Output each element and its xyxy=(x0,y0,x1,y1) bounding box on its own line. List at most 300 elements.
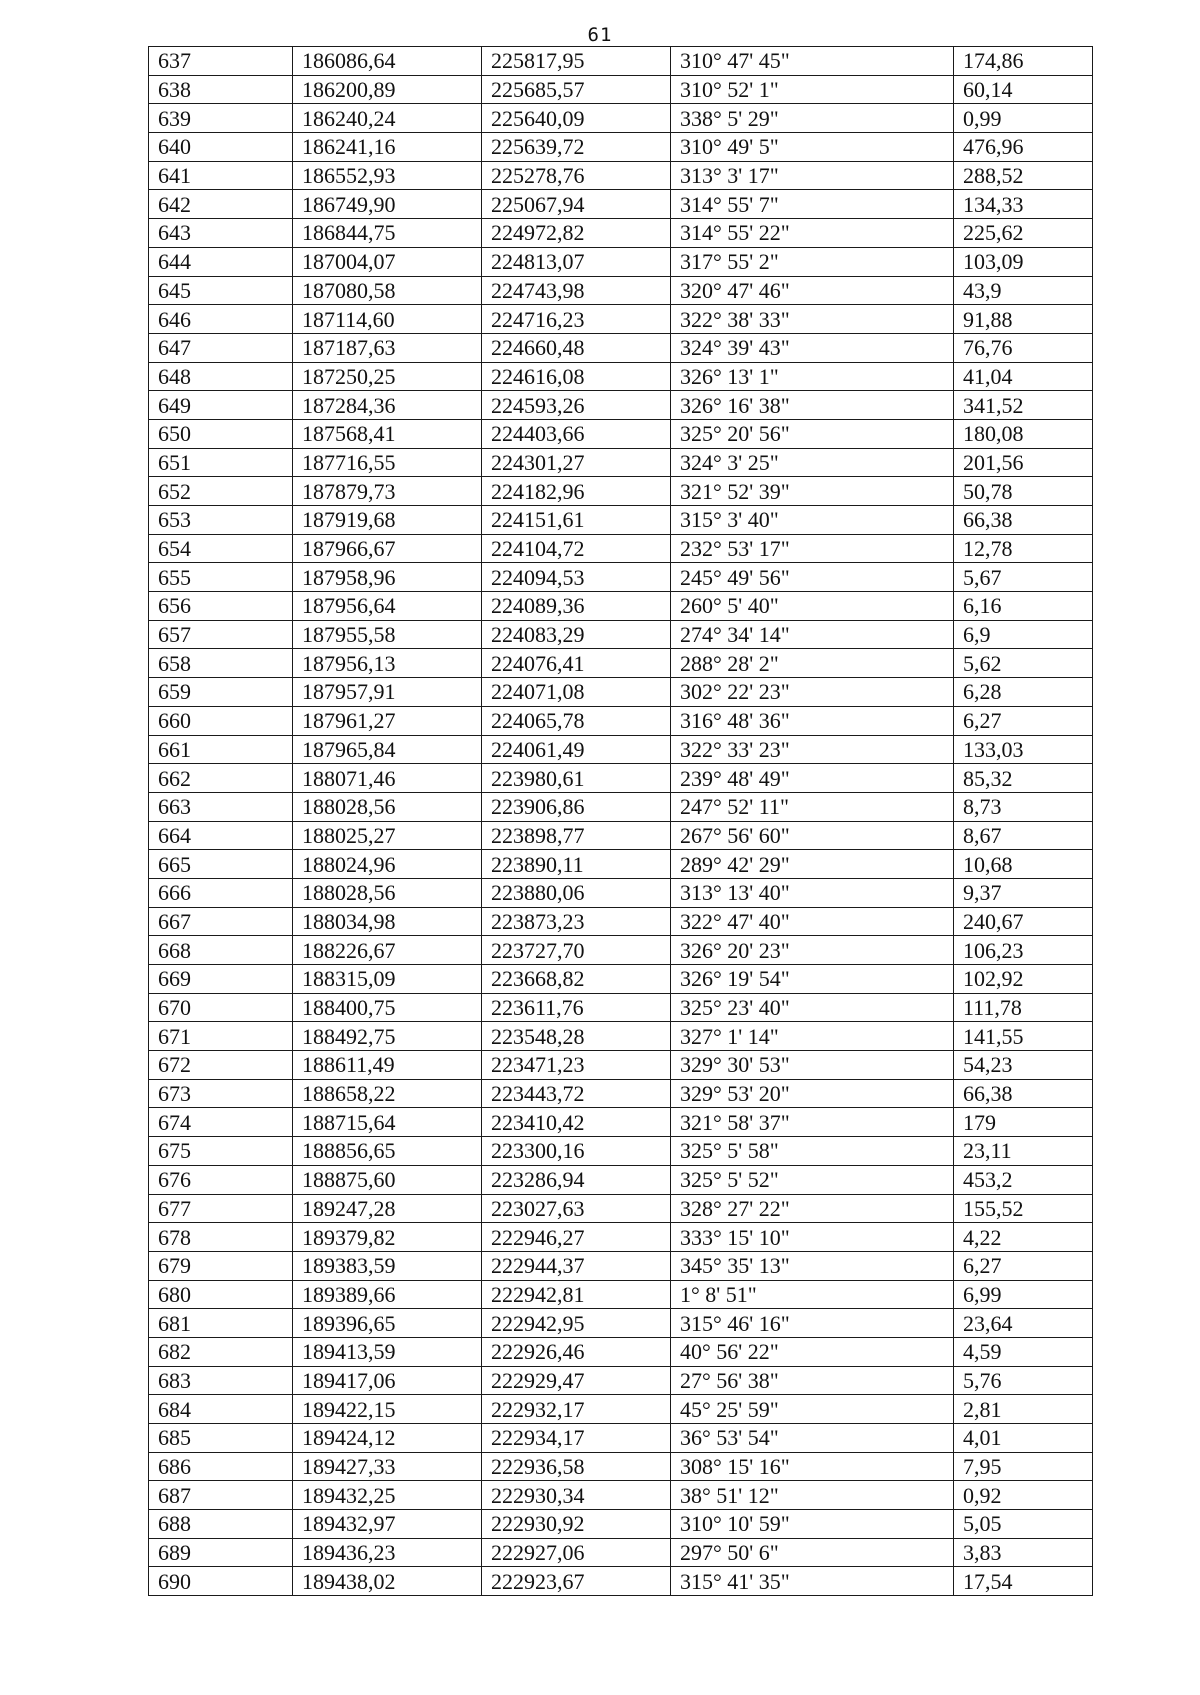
table-row xyxy=(149,1108,1093,1137)
bearing-cell: 326° 20' 23" xyxy=(671,936,954,965)
point-number-cell: 675 xyxy=(149,1137,293,1166)
y-coordinate-cell: 224065,78 xyxy=(482,706,671,735)
table-row xyxy=(149,1022,1093,1051)
x-coordinate-cell: 187250,25 xyxy=(293,362,482,391)
distance-cell: 225,62 xyxy=(954,219,1093,248)
distance-cell: 2,81 xyxy=(954,1395,1093,1424)
table-row xyxy=(149,1280,1093,1309)
y-coordinate-cell: 223548,28 xyxy=(482,1022,671,1051)
distance-cell: 5,05 xyxy=(954,1510,1093,1539)
table-row xyxy=(149,592,1093,621)
table-row xyxy=(149,907,1093,936)
y-coordinate-cell: 222942,95 xyxy=(482,1309,671,1338)
distance-cell: 141,55 xyxy=(954,1022,1093,1051)
y-coordinate-cell: 224083,29 xyxy=(482,620,671,649)
point-number-cell: 688 xyxy=(149,1510,293,1539)
y-coordinate-cell: 224182,96 xyxy=(482,477,671,506)
y-coordinate-cell: 222944,37 xyxy=(482,1251,671,1280)
y-coordinate-cell: 224743,98 xyxy=(482,276,671,305)
table-row xyxy=(149,764,1093,793)
y-coordinate-cell: 225640,09 xyxy=(482,104,671,133)
x-coordinate-cell: 189389,66 xyxy=(293,1280,482,1309)
bearing-cell: 322° 38' 33" xyxy=(671,305,954,334)
y-coordinate-cell: 224972,82 xyxy=(482,219,671,248)
distance-cell: 41,04 xyxy=(954,362,1093,391)
table-row xyxy=(149,276,1093,305)
coordinates-table-body xyxy=(149,47,1093,1596)
distance-cell: 66,38 xyxy=(954,1079,1093,1108)
point-number-cell: 652 xyxy=(149,477,293,506)
y-coordinate-cell: 224104,72 xyxy=(482,534,671,563)
x-coordinate-cell: 188024,96 xyxy=(293,850,482,879)
distance-cell: 3,83 xyxy=(954,1538,1093,1567)
page-number: 61 xyxy=(587,24,613,46)
bearing-cell: 326° 13' 1" xyxy=(671,362,954,391)
x-coordinate-cell: 187965,84 xyxy=(293,735,482,764)
point-number-cell: 645 xyxy=(149,276,293,305)
y-coordinate-cell: 225278,76 xyxy=(482,161,671,190)
point-number-cell: 649 xyxy=(149,391,293,420)
distance-cell: 179 xyxy=(954,1108,1093,1137)
point-number-cell: 650 xyxy=(149,419,293,448)
distance-cell: 174,86 xyxy=(954,47,1093,76)
x-coordinate-cell: 188611,49 xyxy=(293,1051,482,1080)
table-row xyxy=(149,534,1093,563)
y-coordinate-cell: 223668,82 xyxy=(482,965,671,994)
point-number-cell: 686 xyxy=(149,1452,293,1481)
y-coordinate-cell: 225067,94 xyxy=(482,190,671,219)
point-number-cell: 641 xyxy=(149,161,293,190)
table-row xyxy=(149,362,1093,391)
table-row xyxy=(149,706,1093,735)
y-coordinate-cell: 223611,76 xyxy=(482,993,671,1022)
distance-cell: 5,76 xyxy=(954,1366,1093,1395)
bearing-cell: 247° 52' 11" xyxy=(671,792,954,821)
distance-cell: 5,62 xyxy=(954,649,1093,678)
y-coordinate-cell: 225817,95 xyxy=(482,47,671,76)
x-coordinate-cell: 188658,22 xyxy=(293,1079,482,1108)
y-coordinate-cell: 223890,11 xyxy=(482,850,671,879)
distance-cell: 6,27 xyxy=(954,1251,1093,1280)
bearing-cell: 345° 35' 13" xyxy=(671,1251,954,1280)
y-coordinate-cell: 224094,53 xyxy=(482,563,671,592)
distance-cell: 60,14 xyxy=(954,75,1093,104)
x-coordinate-cell: 187004,07 xyxy=(293,247,482,276)
bearing-cell: 313° 3' 17" xyxy=(671,161,954,190)
bearing-cell: 325° 23' 40" xyxy=(671,993,954,1022)
point-number-cell: 669 xyxy=(149,965,293,994)
bearing-cell: 314° 55' 22" xyxy=(671,219,954,248)
bearing-cell: 326° 19' 54" xyxy=(671,965,954,994)
x-coordinate-cell: 188025,27 xyxy=(293,821,482,850)
table-row xyxy=(149,1194,1093,1223)
point-number-cell: 639 xyxy=(149,104,293,133)
table-row xyxy=(149,47,1093,76)
point-number-cell: 682 xyxy=(149,1337,293,1366)
y-coordinate-cell: 223443,72 xyxy=(482,1079,671,1108)
x-coordinate-cell: 189424,12 xyxy=(293,1424,482,1453)
distance-cell: 240,67 xyxy=(954,907,1093,936)
x-coordinate-cell: 187957,91 xyxy=(293,678,482,707)
y-coordinate-cell: 223727,70 xyxy=(482,936,671,965)
distance-cell: 12,78 xyxy=(954,534,1093,563)
x-coordinate-cell: 187961,27 xyxy=(293,706,482,735)
y-coordinate-cell: 225639,72 xyxy=(482,133,671,162)
x-coordinate-cell: 187956,64 xyxy=(293,592,482,621)
y-coordinate-cell: 224061,49 xyxy=(482,735,671,764)
distance-cell: 201,56 xyxy=(954,448,1093,477)
y-coordinate-cell: 224301,27 xyxy=(482,448,671,477)
x-coordinate-cell: 187284,36 xyxy=(293,391,482,420)
x-coordinate-cell: 188492,75 xyxy=(293,1022,482,1051)
x-coordinate-cell: 189422,15 xyxy=(293,1395,482,1424)
y-coordinate-cell: 224076,41 xyxy=(482,649,671,678)
point-number-cell: 661 xyxy=(149,735,293,764)
point-number-cell: 672 xyxy=(149,1051,293,1080)
point-number-cell: 638 xyxy=(149,75,293,104)
y-coordinate-cell: 224071,08 xyxy=(482,678,671,707)
table-row xyxy=(149,75,1093,104)
point-number-cell: 640 xyxy=(149,133,293,162)
bearing-cell: 328° 27' 22" xyxy=(671,1194,954,1223)
coordinates-table xyxy=(148,46,1093,1596)
y-coordinate-cell: 224616,08 xyxy=(482,362,671,391)
x-coordinate-cell: 186200,89 xyxy=(293,75,482,104)
y-coordinate-cell: 222946,27 xyxy=(482,1223,671,1252)
table-row xyxy=(149,1223,1093,1252)
table-row xyxy=(149,161,1093,190)
table-row xyxy=(149,1510,1093,1539)
x-coordinate-cell: 188715,64 xyxy=(293,1108,482,1137)
x-coordinate-cell: 188315,09 xyxy=(293,965,482,994)
distance-cell: 76,76 xyxy=(954,333,1093,362)
bearing-cell: 289° 42' 29" xyxy=(671,850,954,879)
distance-cell: 43,9 xyxy=(954,276,1093,305)
table-row xyxy=(149,1538,1093,1567)
point-number-cell: 681 xyxy=(149,1309,293,1338)
table-row xyxy=(149,1165,1093,1194)
bearing-cell: 327° 1' 14" xyxy=(671,1022,954,1051)
table-row xyxy=(149,965,1093,994)
y-coordinate-cell: 222934,17 xyxy=(482,1424,671,1453)
y-coordinate-cell: 223410,42 xyxy=(482,1108,671,1137)
point-number-cell: 654 xyxy=(149,534,293,563)
table-row xyxy=(149,678,1093,707)
bearing-cell: 322° 33' 23" xyxy=(671,735,954,764)
point-number-cell: 644 xyxy=(149,247,293,276)
x-coordinate-cell: 187114,60 xyxy=(293,305,482,334)
table-row xyxy=(149,104,1093,133)
point-number-cell: 690 xyxy=(149,1567,293,1596)
y-coordinate-cell: 223873,23 xyxy=(482,907,671,936)
table-row xyxy=(149,1395,1093,1424)
x-coordinate-cell: 187716,55 xyxy=(293,448,482,477)
y-coordinate-cell: 224813,07 xyxy=(482,247,671,276)
bearing-cell: 297° 50' 6" xyxy=(671,1538,954,1567)
y-coordinate-cell: 224151,61 xyxy=(482,506,671,535)
distance-cell: 5,67 xyxy=(954,563,1093,592)
point-number-cell: 689 xyxy=(149,1538,293,1567)
bearing-cell: 324° 39' 43" xyxy=(671,333,954,362)
table-row xyxy=(149,333,1093,362)
bearing-cell: 338° 5' 29" xyxy=(671,104,954,133)
bearing-cell: 315° 3' 40" xyxy=(671,506,954,535)
point-number-cell: 685 xyxy=(149,1424,293,1453)
point-number-cell: 656 xyxy=(149,592,293,621)
bearing-cell: 267° 56' 60" xyxy=(671,821,954,850)
distance-cell: 7,95 xyxy=(954,1452,1093,1481)
table-row xyxy=(149,419,1093,448)
bearing-cell: 1° 8' 51" xyxy=(671,1280,954,1309)
point-number-cell: 677 xyxy=(149,1194,293,1223)
bearing-cell: 288° 28' 2" xyxy=(671,649,954,678)
point-number-cell: 637 xyxy=(149,47,293,76)
point-number-cell: 671 xyxy=(149,1022,293,1051)
bearing-cell: 314° 55' 7" xyxy=(671,190,954,219)
distance-cell: 6,28 xyxy=(954,678,1093,707)
table-row xyxy=(149,1481,1093,1510)
distance-cell: 155,52 xyxy=(954,1194,1093,1223)
point-number-cell: 648 xyxy=(149,362,293,391)
table-row xyxy=(149,1251,1093,1280)
distance-cell: 288,52 xyxy=(954,161,1093,190)
distance-cell: 6,9 xyxy=(954,620,1093,649)
distance-cell: 8,67 xyxy=(954,821,1093,850)
x-coordinate-cell: 186844,75 xyxy=(293,219,482,248)
distance-cell: 85,32 xyxy=(954,764,1093,793)
y-coordinate-cell: 222927,06 xyxy=(482,1538,671,1567)
x-coordinate-cell: 186240,24 xyxy=(293,104,482,133)
table-row xyxy=(149,391,1093,420)
bearing-cell: 324° 3' 25" xyxy=(671,448,954,477)
distance-cell: 8,73 xyxy=(954,792,1093,821)
distance-cell: 106,23 xyxy=(954,936,1093,965)
table-row xyxy=(149,1452,1093,1481)
x-coordinate-cell: 187080,58 xyxy=(293,276,482,305)
distance-cell: 91,88 xyxy=(954,305,1093,334)
x-coordinate-cell: 188875,60 xyxy=(293,1165,482,1194)
bearing-cell: 260° 5' 40" xyxy=(671,592,954,621)
point-number-cell: 670 xyxy=(149,993,293,1022)
y-coordinate-cell: 223286,94 xyxy=(482,1165,671,1194)
distance-cell: 6,99 xyxy=(954,1280,1093,1309)
distance-cell: 111,78 xyxy=(954,993,1093,1022)
x-coordinate-cell: 189396,65 xyxy=(293,1309,482,1338)
y-coordinate-cell: 222942,81 xyxy=(482,1280,671,1309)
bearing-cell: 36° 53' 54" xyxy=(671,1424,954,1453)
y-coordinate-cell: 222926,46 xyxy=(482,1337,671,1366)
point-number-cell: 659 xyxy=(149,678,293,707)
table-row xyxy=(149,1366,1093,1395)
point-number-cell: 674 xyxy=(149,1108,293,1137)
x-coordinate-cell: 189432,97 xyxy=(293,1510,482,1539)
x-coordinate-cell: 188028,56 xyxy=(293,878,482,907)
x-coordinate-cell: 187956,13 xyxy=(293,649,482,678)
distance-cell: 50,78 xyxy=(954,477,1093,506)
distance-cell: 102,92 xyxy=(954,965,1093,994)
x-coordinate-cell: 189432,25 xyxy=(293,1481,482,1510)
y-coordinate-cell: 224403,66 xyxy=(482,419,671,448)
point-number-cell: 666 xyxy=(149,878,293,907)
distance-cell: 9,37 xyxy=(954,878,1093,907)
distance-cell: 4,59 xyxy=(954,1337,1093,1366)
point-number-cell: 680 xyxy=(149,1280,293,1309)
distance-cell: 180,08 xyxy=(954,419,1093,448)
bearing-cell: 325° 5' 52" xyxy=(671,1165,954,1194)
table-row xyxy=(149,133,1093,162)
y-coordinate-cell: 223898,77 xyxy=(482,821,671,850)
point-number-cell: 655 xyxy=(149,563,293,592)
table-row xyxy=(149,190,1093,219)
table-row xyxy=(149,305,1093,334)
y-coordinate-cell: 224089,36 xyxy=(482,592,671,621)
table-row xyxy=(149,563,1093,592)
point-number-cell: 673 xyxy=(149,1079,293,1108)
bearing-cell: 45° 25' 59" xyxy=(671,1395,954,1424)
x-coordinate-cell: 188400,75 xyxy=(293,993,482,1022)
distance-cell: 6,16 xyxy=(954,592,1093,621)
distance-cell: 54,23 xyxy=(954,1051,1093,1080)
point-number-cell: 643 xyxy=(149,219,293,248)
y-coordinate-cell: 224593,26 xyxy=(482,391,671,420)
distance-cell: 23,64 xyxy=(954,1309,1093,1338)
point-number-cell: 667 xyxy=(149,907,293,936)
bearing-cell: 38° 51' 12" xyxy=(671,1481,954,1510)
table-row xyxy=(149,993,1093,1022)
point-number-cell: 647 xyxy=(149,333,293,362)
table-row xyxy=(149,936,1093,965)
distance-cell: 23,11 xyxy=(954,1137,1093,1166)
x-coordinate-cell: 187879,73 xyxy=(293,477,482,506)
bearing-cell: 313° 13' 40" xyxy=(671,878,954,907)
point-number-cell: 676 xyxy=(149,1165,293,1194)
distance-cell: 4,01 xyxy=(954,1424,1093,1453)
y-coordinate-cell: 223471,23 xyxy=(482,1051,671,1080)
y-coordinate-cell: 223027,63 xyxy=(482,1194,671,1223)
point-number-cell: 679 xyxy=(149,1251,293,1280)
distance-cell: 17,54 xyxy=(954,1567,1093,1596)
bearing-cell: 239° 48' 49" xyxy=(671,764,954,793)
point-number-cell: 657 xyxy=(149,620,293,649)
distance-cell: 341,52 xyxy=(954,391,1093,420)
table-row xyxy=(149,821,1093,850)
bearing-cell: 310° 49' 5" xyxy=(671,133,954,162)
distance-cell: 4,22 xyxy=(954,1223,1093,1252)
y-coordinate-cell: 224660,48 xyxy=(482,333,671,362)
bearing-cell: 310° 52' 1" xyxy=(671,75,954,104)
table-row xyxy=(149,1337,1093,1366)
bearing-cell: 329° 53' 20" xyxy=(671,1079,954,1108)
y-coordinate-cell: 222930,92 xyxy=(482,1510,671,1539)
table-row xyxy=(149,1567,1093,1596)
point-number-cell: 664 xyxy=(149,821,293,850)
x-coordinate-cell: 186086,64 xyxy=(293,47,482,76)
point-number-cell: 651 xyxy=(149,448,293,477)
x-coordinate-cell: 187919,68 xyxy=(293,506,482,535)
point-number-cell: 678 xyxy=(149,1223,293,1252)
x-coordinate-cell: 188034,98 xyxy=(293,907,482,936)
x-coordinate-cell: 189427,33 xyxy=(293,1452,482,1481)
point-number-cell: 668 xyxy=(149,936,293,965)
distance-cell: 6,27 xyxy=(954,706,1093,735)
bearing-cell: 333° 15' 10" xyxy=(671,1223,954,1252)
bearing-cell: 310° 47' 45" xyxy=(671,47,954,76)
bearing-cell: 316° 48' 36" xyxy=(671,706,954,735)
point-number-cell: 687 xyxy=(149,1481,293,1510)
bearing-cell: 321° 58' 37" xyxy=(671,1108,954,1137)
x-coordinate-cell: 187955,58 xyxy=(293,620,482,649)
distance-cell: 0,99 xyxy=(954,104,1093,133)
point-number-cell: 684 xyxy=(149,1395,293,1424)
bearing-cell: 245° 49' 56" xyxy=(671,563,954,592)
bearing-cell: 40° 56' 22" xyxy=(671,1337,954,1366)
table-row xyxy=(149,1079,1093,1108)
y-coordinate-cell: 225685,57 xyxy=(482,75,671,104)
table-row xyxy=(149,448,1093,477)
bearing-cell: 315° 41' 35" xyxy=(671,1567,954,1596)
table-row xyxy=(149,477,1093,506)
distance-cell: 103,09 xyxy=(954,247,1093,276)
x-coordinate-cell: 189379,82 xyxy=(293,1223,482,1252)
y-coordinate-cell: 223300,16 xyxy=(482,1137,671,1166)
table-row xyxy=(149,620,1093,649)
point-number-cell: 665 xyxy=(149,850,293,879)
point-number-cell: 653 xyxy=(149,506,293,535)
x-coordinate-cell: 189413,59 xyxy=(293,1337,482,1366)
x-coordinate-cell: 189436,23 xyxy=(293,1538,482,1567)
y-coordinate-cell: 222923,67 xyxy=(482,1567,671,1596)
x-coordinate-cell: 186241,16 xyxy=(293,133,482,162)
bearing-cell: 320° 47' 46" xyxy=(671,276,954,305)
bearing-cell: 321° 52' 39" xyxy=(671,477,954,506)
distance-cell: 476,96 xyxy=(954,133,1093,162)
x-coordinate-cell: 189383,59 xyxy=(293,1251,482,1280)
x-coordinate-cell: 187966,67 xyxy=(293,534,482,563)
x-coordinate-cell: 189417,06 xyxy=(293,1366,482,1395)
table-row xyxy=(149,735,1093,764)
bearing-cell: 274° 34' 14" xyxy=(671,620,954,649)
table-row xyxy=(149,247,1093,276)
bearing-cell: 317° 55' 2" xyxy=(671,247,954,276)
point-number-cell: 662 xyxy=(149,764,293,793)
x-coordinate-cell: 189438,02 xyxy=(293,1567,482,1596)
table-row xyxy=(149,878,1093,907)
y-coordinate-cell: 222929,47 xyxy=(482,1366,671,1395)
distance-cell: 10,68 xyxy=(954,850,1093,879)
bearing-cell: 310° 10' 59" xyxy=(671,1510,954,1539)
bearing-cell: 325° 5' 58" xyxy=(671,1137,954,1166)
point-number-cell: 658 xyxy=(149,649,293,678)
y-coordinate-cell: 224716,23 xyxy=(482,305,671,334)
table-row xyxy=(149,1424,1093,1453)
distance-cell: 134,33 xyxy=(954,190,1093,219)
bearing-cell: 325° 20' 56" xyxy=(671,419,954,448)
y-coordinate-cell: 222932,17 xyxy=(482,1395,671,1424)
x-coordinate-cell: 188226,67 xyxy=(293,936,482,965)
bearing-cell: 232° 53' 17" xyxy=(671,534,954,563)
point-number-cell: 683 xyxy=(149,1366,293,1395)
x-coordinate-cell: 188071,46 xyxy=(293,764,482,793)
table-row xyxy=(149,1051,1093,1080)
bearing-cell: 326° 16' 38" xyxy=(671,391,954,420)
x-coordinate-cell: 188028,56 xyxy=(293,792,482,821)
x-coordinate-cell: 189247,28 xyxy=(293,1194,482,1223)
y-coordinate-cell: 223880,06 xyxy=(482,878,671,907)
table-row xyxy=(149,850,1093,879)
table-row xyxy=(149,792,1093,821)
table-row xyxy=(149,1309,1093,1338)
distance-cell: 66,38 xyxy=(954,506,1093,535)
